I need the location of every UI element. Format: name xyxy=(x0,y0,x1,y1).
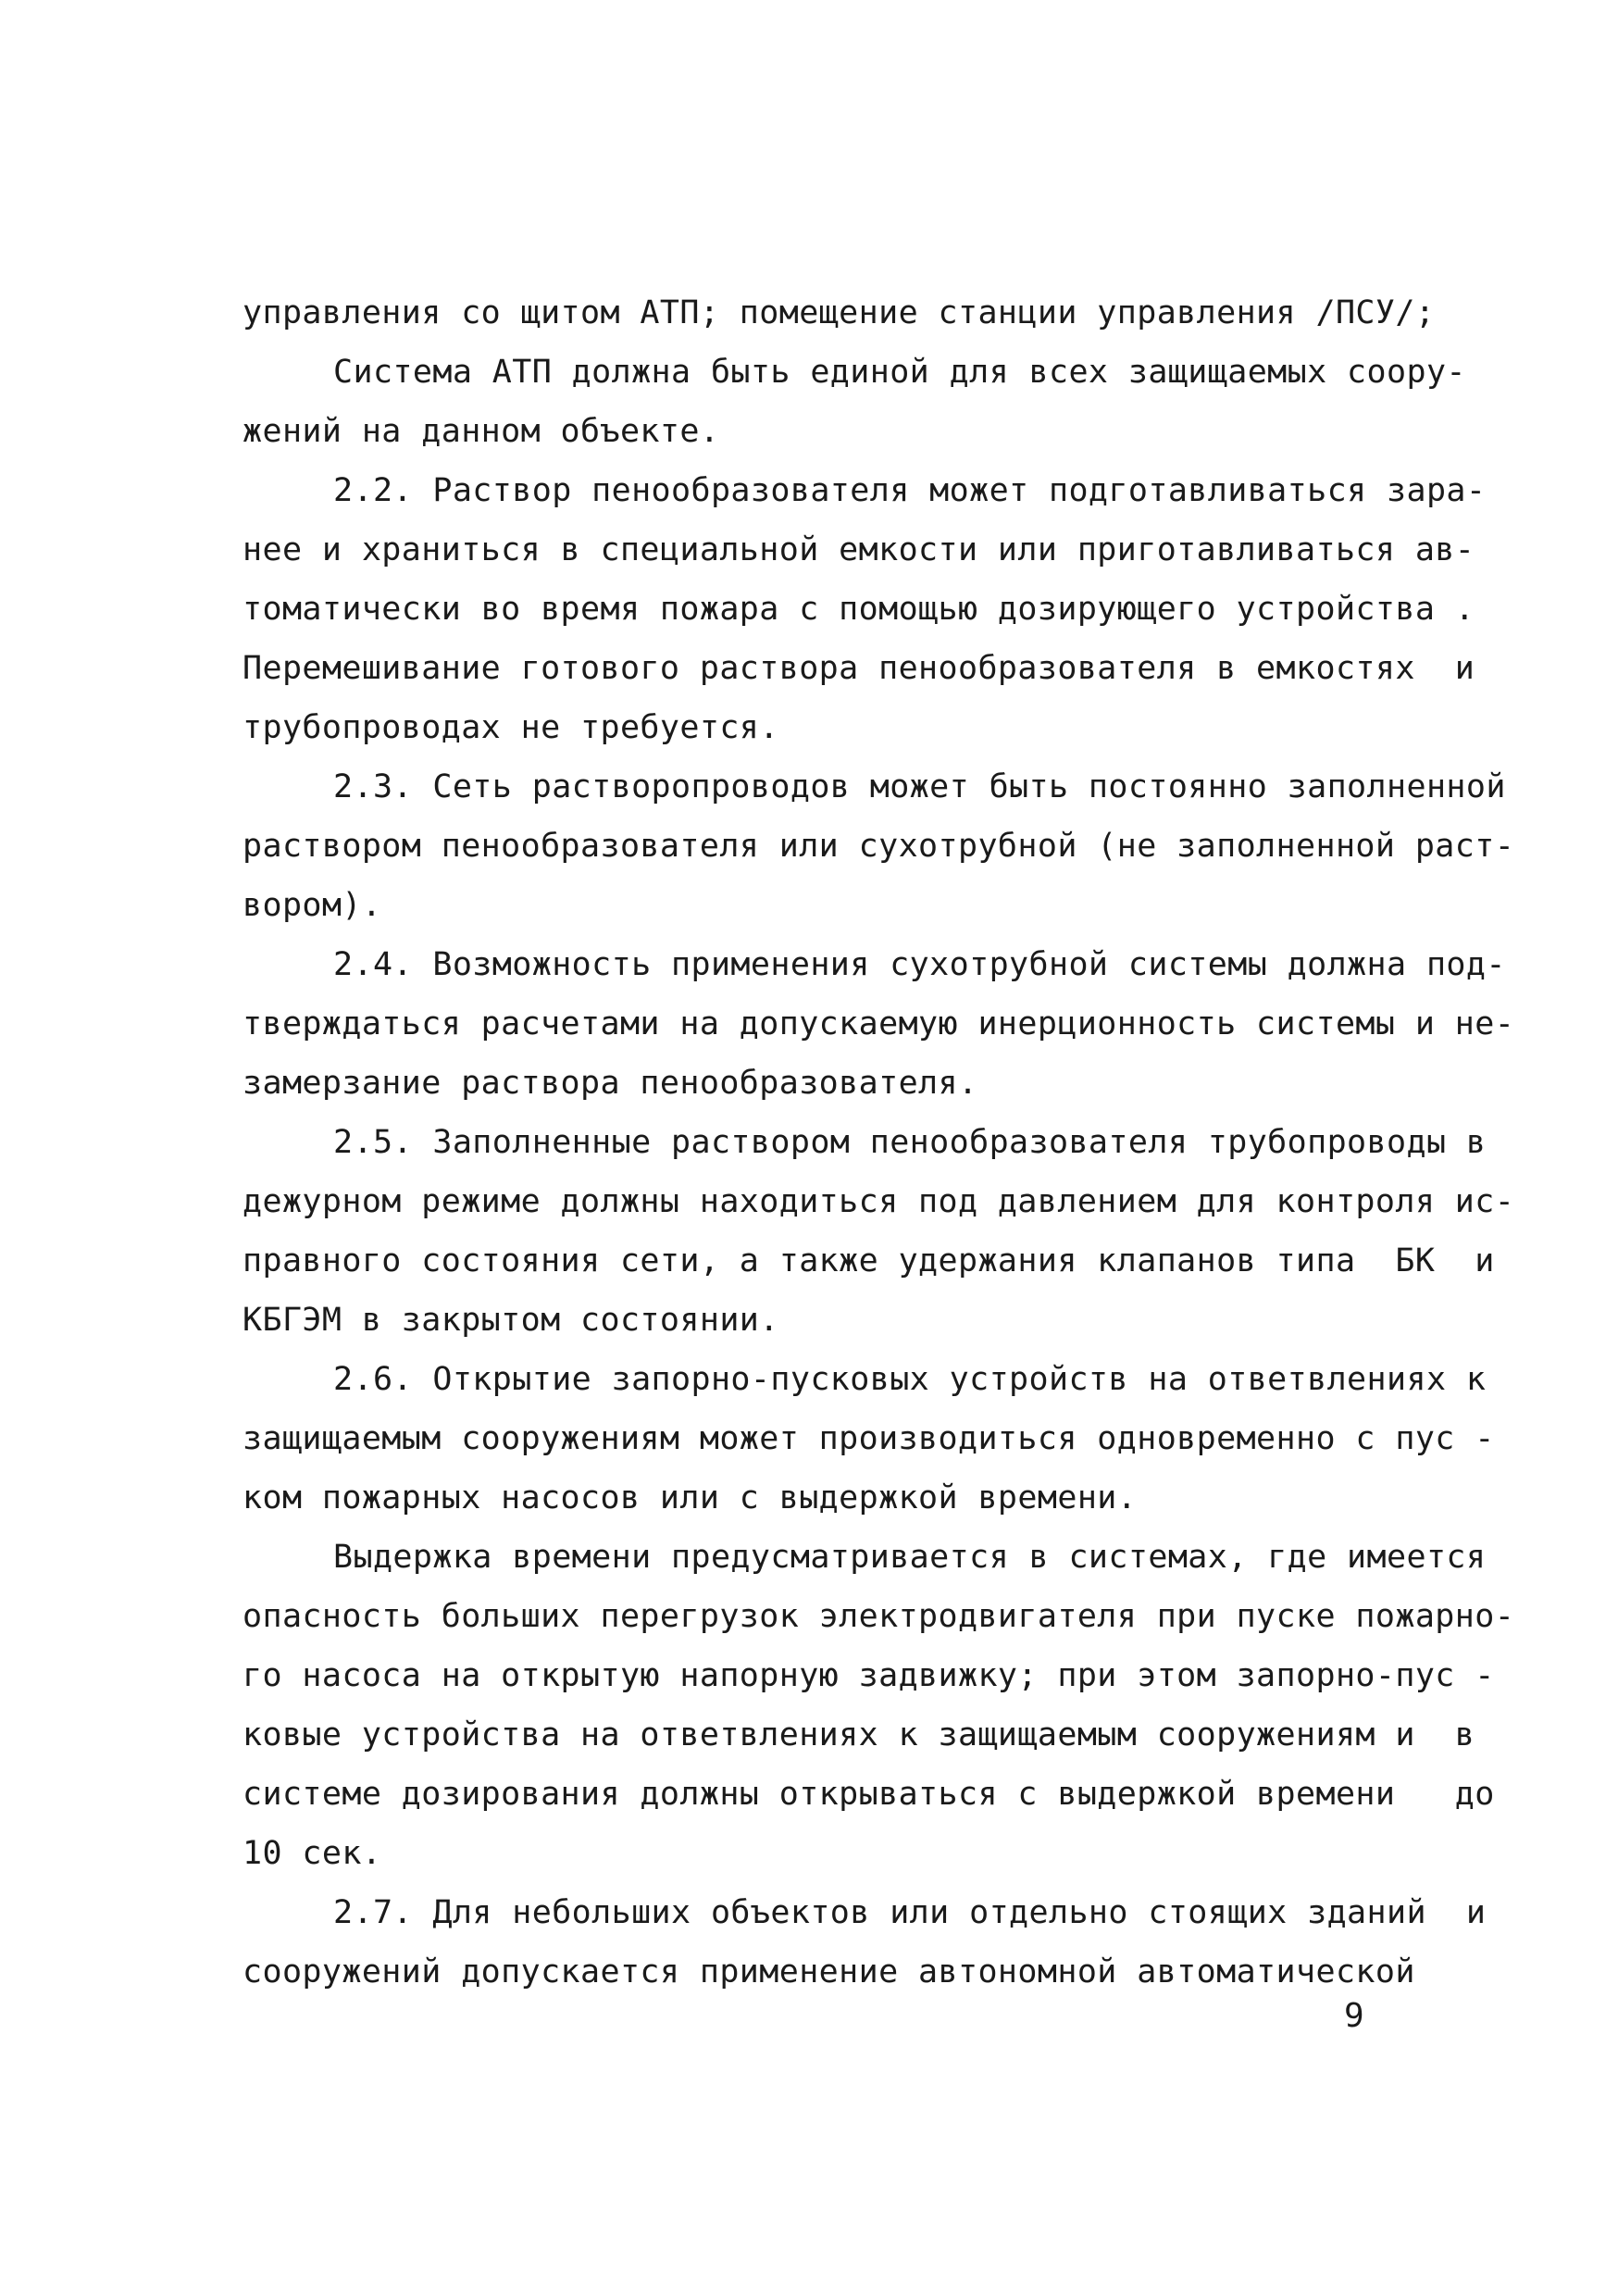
text-line: го насоса на открытую напорную задвижку; при этом запорно-пус - xyxy=(243,1657,1495,1694)
text-line: замерзание раствора пенообразователя. xyxy=(243,1065,978,1102)
text-line: раствором пенообразователя или сухотрубной (не заполненной раст- xyxy=(243,828,1515,865)
text-line: системе дозирования должны открываться с выдержкой времени до xyxy=(243,1776,1495,1813)
text-line: 2.7. Для небольших объектов или отдельно стоящих зданий и xyxy=(333,1894,1487,1931)
paragraph xyxy=(243,1883,1487,2002)
paragraph xyxy=(243,1350,1495,1528)
page-number: 9 xyxy=(1344,1997,1364,2035)
text-line: дежурном режиме должны находиться под давлением для контроля ис- xyxy=(243,1183,1515,1220)
text-line: опасность больших перегрузок электродвигателя при пуске пожарно- xyxy=(243,1598,1515,1635)
text-line: 2.4. Возможность применения сухотрубной системы должна под- xyxy=(333,946,1506,983)
document-body xyxy=(243,283,1515,2002)
text-line: жений на данном объекте. xyxy=(243,413,720,450)
text-line: 2.2. Раствор пенообразователя может подготавливаться зара- xyxy=(333,472,1487,509)
paragraph xyxy=(243,935,1515,1113)
text-line: 2.3. Сеть растворопроводов может быть постоянно заполненной xyxy=(333,768,1506,805)
paragraph xyxy=(243,757,1515,935)
text-line: томатически во время пожара с помощью дозирующего устройства . xyxy=(243,591,1475,628)
paragraph xyxy=(243,461,1487,757)
paragraph xyxy=(243,1113,1515,1350)
text-line: ком пожарных насосов или с выдержкой времени. xyxy=(243,1479,1138,1516)
text-line: сооружений допускается применение автономной автоматической xyxy=(243,1953,1415,1990)
text-line: управления со щитом АТП; помещение станции управления /ПСУ/; xyxy=(243,294,1436,331)
paragraph xyxy=(243,1528,1515,1883)
text-line: Выдержка времени предусматривается в системах, где имеется xyxy=(333,1539,1487,1576)
text-line: Перемешивание готового раствора пенообразователя в емкостях и xyxy=(243,650,1475,687)
text-line: 2.5. Заполненные раствором пенообразователя трубопроводы в xyxy=(333,1124,1487,1161)
paragraph xyxy=(243,343,1466,461)
text-line: нее и храниться в специальной емкости или приготавливаться ав- xyxy=(243,531,1475,568)
text-line: правного состояния сети, а также удержания клапанов типа БК и xyxy=(243,1242,1495,1279)
text-line: трубопроводах не требуется. xyxy=(243,709,779,746)
text-line: 10 сек. xyxy=(243,1835,382,1872)
text-line: защищаемым сооружениям может производиться одновременно с пус - xyxy=(243,1420,1495,1457)
paragraph xyxy=(243,283,1436,343)
text-line: 2.6. Открытие запорно-пусковых устройств на ответвлениях к xyxy=(333,1361,1487,1398)
text-line: КБГЭМ в закрытом состоянии. xyxy=(243,1302,779,1339)
text-line: вором). xyxy=(243,887,382,924)
text-line: Система АТП должна быть единой для всех защищаемых соору- xyxy=(333,354,1466,391)
text-line: тверждаться расчетами на допускаемую инерционность системы и не- xyxy=(243,1005,1515,1042)
text-line: ковые устройства на ответвлениях к защищаемым сооружениям и в xyxy=(243,1716,1475,1753)
